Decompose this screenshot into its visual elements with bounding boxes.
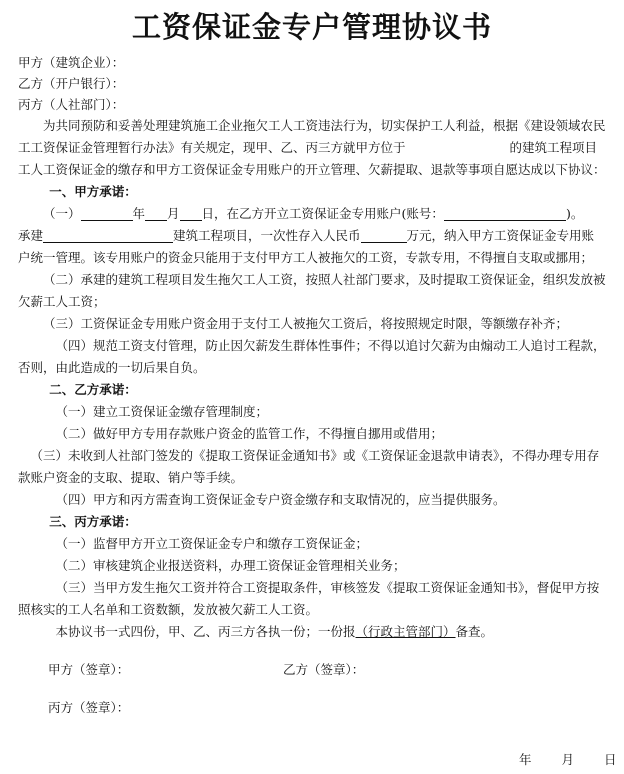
intro-text-2: 建筑工程项目工人工资保证金的缴存和甲方工资保证金专用账户的开立管理、欠薪提取、退款等事项自愿达成以下协议： bbox=[18, 140, 606, 177]
party-c-signature: 丙方（签章）： bbox=[48, 700, 130, 715]
item-label: （一） bbox=[43, 206, 81, 221]
year-blank bbox=[81, 206, 133, 221]
section-a-item-4: （四）规范工资支付管理，防止因欠薪发生群体性事件；不得以追讨欠薪为由煽动工人追讨工程款，否则，由此造成的一切后果自负。 bbox=[18, 338, 606, 375]
date-month: 月 bbox=[561, 752, 575, 767]
deposit-text: 建筑工程项目，一次性存入人民币 bbox=[173, 228, 361, 243]
section-c-item-1: （一）监督甲方开立工资保证金专户和缴存工资保证金； bbox=[55, 536, 369, 551]
date-year: 年 bbox=[519, 752, 532, 767]
account-close: )。 bbox=[565, 206, 584, 221]
year-label: 年 bbox=[132, 206, 146, 221]
intro-text: 为共同预防和妥善处理建筑施工企业拖欠工人工资违法行为，切实保护工人利益，根据《建设领域农民工工资保证金管理暂行办法》有关规定，现甲、乙、丙三方就甲方位于 bbox=[18, 118, 606, 155]
section-a-heading: 一、甲方承诺： bbox=[49, 184, 137, 199]
build-label: 承建 bbox=[18, 228, 44, 243]
closing-tail: 备查。 bbox=[455, 624, 494, 639]
section-b-item-2: （二）做好甲方专用存款账户资金的监管工作，不得擅自挪用或借用； bbox=[55, 426, 444, 441]
section-b-item-4: （四）甲方和丙方需查询工资保证金专户资金缴存和支取情况的，应当提供服务。 bbox=[55, 492, 506, 507]
section-b-heading: 二、乙方承诺： bbox=[49, 382, 137, 397]
intro-tail: 的 bbox=[509, 140, 523, 155]
account-number-blank bbox=[444, 206, 566, 221]
section-c-item-2: （二）审核建筑企业报送资料，办理工资保证金管理相关业务； bbox=[55, 558, 406, 573]
section-a-item-2: （二）承建的建筑工程项目发生拖欠工人工资，按照人社部门要求，及时提取工资保证金，组织发放被欠薪工人工资； bbox=[18, 272, 606, 309]
party-b-signature: 乙方（签章）： bbox=[283, 662, 365, 677]
month-blank bbox=[145, 206, 167, 221]
party-c-line: 丙方（人社部门）： bbox=[18, 97, 125, 112]
party-b-line: 乙方（开户银行）： bbox=[18, 76, 125, 91]
section-a-item-1-line-2 bbox=[18, 225, 606, 269]
location-blank bbox=[406, 141, 510, 155]
section-a-item-3: （三）工资保证金专用账户资金用于支付工人被拖欠工资后，将按照规定时限，等额缴存补齐； bbox=[43, 316, 569, 331]
day-blank bbox=[180, 206, 202, 221]
account-usage-text: 专用账户统一管理。该专用账户的资金只能用于支付甲方工人被拖欠的工资，专款专用，不得擅自支取或挪用； bbox=[18, 228, 595, 265]
document-title: 工资保证金专户管理协议书 bbox=[131, 10, 492, 44]
signature-row bbox=[18, 659, 606, 681]
day-label: 日，在乙方开立工资保证金专用账户(账号： bbox=[201, 206, 444, 221]
closing-paragraph bbox=[18, 621, 606, 643]
intro-paragraph bbox=[18, 115, 606, 181]
date-day: 日 bbox=[604, 752, 617, 767]
section-a-item-1 bbox=[18, 203, 606, 225]
party-a-line: 甲方（建筑企业）： bbox=[18, 55, 125, 70]
section-b-item-1: （一）建立工资保证金缴存管理制度； bbox=[55, 404, 269, 419]
project-name-blank bbox=[43, 228, 173, 243]
signing-date bbox=[519, 750, 617, 770]
amount-blank bbox=[361, 228, 407, 243]
section-b-item-3: （三）未收到人社部门签发的《提取工资保证金通知书》或《工资保证金退款申请表》，不得办理专用存款账户资金的支取、提取、销户等手续。 bbox=[18, 448, 600, 485]
deposit-tail: 万元，纳入甲方工资保证金 bbox=[406, 228, 557, 243]
section-c-heading: 三、丙方承诺： bbox=[49, 514, 137, 529]
month-label: 月 bbox=[167, 206, 180, 221]
authority-fill: （行政主管部门） bbox=[355, 624, 456, 639]
section-c-item-3: （三）当甲方发生拖欠工资并符合工资提取条件，审核签发《提取工资保证金通知书》，督促甲方按照核实的工人名单和工资数额，发放被欠薪工人工资。 bbox=[18, 580, 600, 617]
party-a-signature: 甲方（签章）： bbox=[48, 662, 130, 677]
closing-text: 本协议书一式四份，甲、乙、丙三方各执一份；一份报 bbox=[55, 624, 356, 639]
